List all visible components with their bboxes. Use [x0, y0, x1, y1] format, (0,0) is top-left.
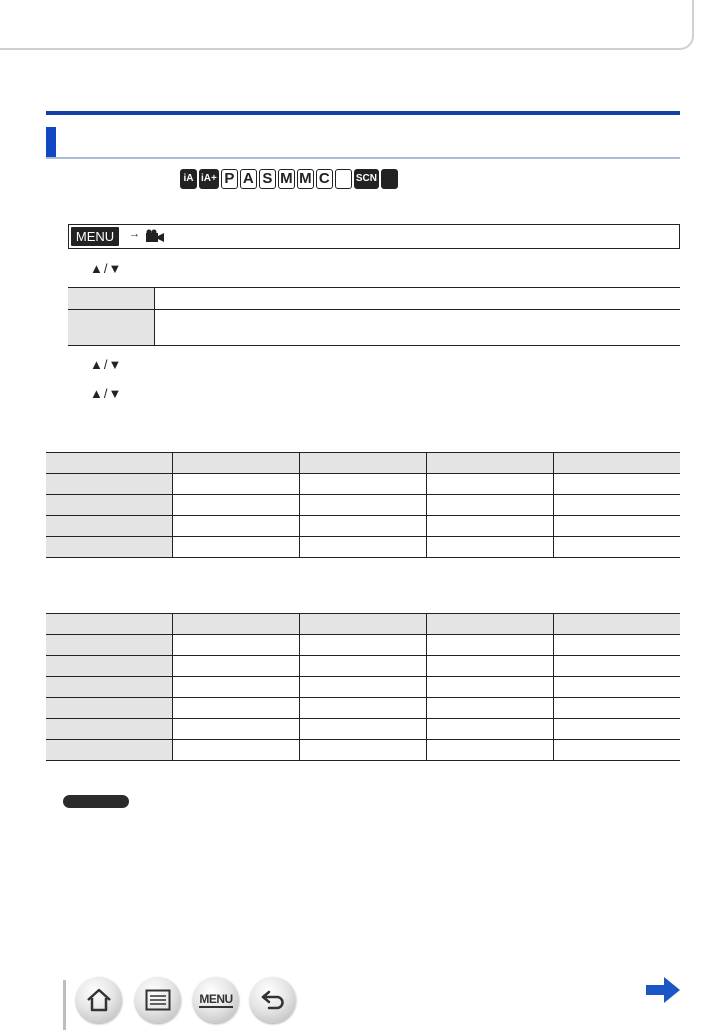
option-key-cell: [68, 288, 155, 310]
table-cell: [173, 537, 300, 558]
table-cell: [300, 516, 427, 537]
back-button[interactable]: [250, 977, 296, 1023]
header-cell: [553, 453, 680, 474]
table-cell: [426, 656, 553, 677]
section-rule: [46, 157, 680, 159]
table-cell: [173, 698, 300, 719]
back-return-icon: [260, 989, 286, 1011]
intelligent-auto-plus-icon: iA+: [199, 169, 219, 189]
table-row: [46, 719, 680, 740]
table-cell: [173, 677, 300, 698]
table-cell: [553, 698, 680, 719]
option-table: [68, 287, 680, 346]
table-cell: [553, 537, 680, 558]
table-cell: [173, 495, 300, 516]
contents-list-icon: [145, 989, 171, 1011]
table-row: [46, 495, 680, 516]
table-cell: [300, 656, 427, 677]
table-header-row: [46, 614, 680, 635]
menu-badge: MENU: [71, 227, 119, 246]
movie-camera-icon: [145, 229, 165, 243]
table-cell: [300, 537, 427, 558]
header-cell: [173, 453, 300, 474]
table-cell: [300, 740, 427, 761]
table-row: [46, 740, 680, 761]
creative-control-icon: [381, 169, 398, 189]
option-row-1: [68, 288, 680, 310]
table-cell: [553, 495, 680, 516]
table-cell: [426, 635, 553, 656]
scene-guide-icon: SCN: [354, 169, 379, 189]
header-cell: [553, 614, 680, 635]
option-key-cell: [68, 310, 155, 346]
up-down-keys-step-3: ▲/▼: [90, 386, 123, 401]
table-cell: [173, 516, 300, 537]
table-row: [46, 516, 680, 537]
menu-button[interactable]: [193, 977, 239, 1023]
chapter-rule: [46, 111, 680, 115]
header-cell: [300, 614, 427, 635]
table-cell: [426, 516, 553, 537]
table-cell: [426, 698, 553, 719]
aperture-priority-icon: A: [240, 169, 257, 189]
table-row: [46, 635, 680, 656]
table-cell: [300, 635, 427, 656]
table-cell: [300, 698, 427, 719]
recording-mode-icons: [180, 169, 398, 189]
row-label-cell: [46, 719, 173, 740]
table-cell: [553, 474, 680, 495]
note-badge: [63, 795, 129, 808]
table-cell: [173, 740, 300, 761]
table-header-row: [46, 453, 680, 474]
path-arrow: →: [129, 228, 140, 240]
spec-table-2: [46, 613, 680, 761]
section-marker: [46, 127, 56, 158]
table-row: [46, 677, 680, 698]
table-cell: [426, 474, 553, 495]
table-cell: [300, 474, 427, 495]
up-down-keys-step-2: ▲/▼: [90, 357, 123, 372]
row-label-cell: [46, 677, 173, 698]
row-label-cell: [46, 635, 173, 656]
table-cell: [553, 516, 680, 537]
row-label-cell: [46, 474, 173, 495]
contents-button[interactable]: [135, 977, 181, 1023]
table-row: [46, 656, 680, 677]
option-value-cell: [155, 288, 681, 310]
table-row: [46, 698, 680, 719]
home-button[interactable]: [76, 977, 122, 1023]
table-cell: [426, 719, 553, 740]
page-header-frame: [0, 0, 694, 50]
header-cell: [426, 453, 553, 474]
row-label-cell: [46, 698, 173, 719]
table-cell: [300, 495, 427, 516]
row-label-cell: [46, 740, 173, 761]
table-row: [46, 537, 680, 558]
table-row: [46, 474, 680, 495]
table-cell: [300, 719, 427, 740]
shutter-priority-icon: S: [259, 169, 276, 189]
creative-video-icon: M: [297, 169, 314, 189]
header-cell: [426, 614, 553, 635]
table-cell: [553, 740, 680, 761]
menu-path-box: [68, 224, 680, 249]
custom-mode-icon: C: [316, 169, 333, 189]
header-cell: [173, 614, 300, 635]
nav-divider: [63, 980, 66, 1030]
table-cell: [173, 719, 300, 740]
row-label-cell: [46, 495, 173, 516]
table-cell: [426, 740, 553, 761]
table-cell: [426, 537, 553, 558]
table-cell: [173, 656, 300, 677]
header-cell: [46, 614, 173, 635]
table-cell: [553, 677, 680, 698]
up-down-keys-step-1: ▲/▼: [90, 261, 123, 276]
option-value-cell: [155, 310, 681, 346]
option-row-2: [68, 310, 680, 346]
row-label-cell: [46, 516, 173, 537]
table-cell: [173, 635, 300, 656]
table-cell: [173, 474, 300, 495]
next-page-arrow-icon[interactable]: [644, 976, 682, 1004]
menu-button-label: MENU: [199, 991, 233, 1006]
table-cell: [553, 719, 680, 740]
program-mode-icon: P: [221, 169, 238, 189]
table-cell: [553, 635, 680, 656]
panorama-icon: [335, 169, 352, 189]
home-icon: [86, 988, 112, 1012]
row-label-cell: [46, 656, 173, 677]
intelligent-auto-icon: iA: [180, 169, 197, 189]
manual-mode-icon: M: [278, 169, 295, 189]
spec-table-1: [46, 452, 680, 558]
header-cell: [46, 453, 173, 474]
row-label-cell: [46, 537, 173, 558]
table-cell: [553, 656, 680, 677]
table-cell: [300, 677, 427, 698]
table-cell: [426, 677, 553, 698]
table-cell: [426, 495, 553, 516]
header-cell: [300, 453, 427, 474]
